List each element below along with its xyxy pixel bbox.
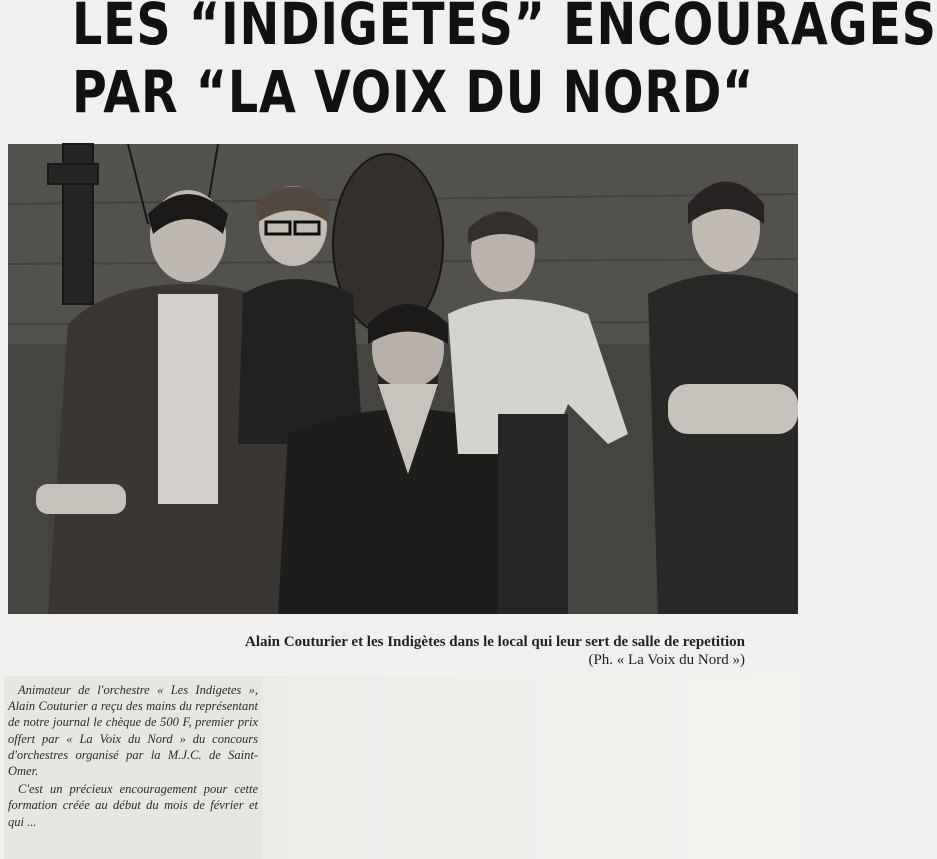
photo-caption: Alain Couturier et les Indigètes dans le local qui leur sert de salle de repetition bbox=[245, 634, 745, 650]
band-photo bbox=[8, 144, 798, 614]
article-body bbox=[4, 676, 262, 859]
article-paragraph-1: Animateur de l'orchestre « Les Indigetes », Alain Couturier a reçu des mains du représentant de notre journal le chèque de 500 F, premier prix offert par « La Voix du Nord » du concours d'orchestres organisé par la M.J.C. de Saint-Omer. bbox=[8, 683, 258, 779]
headline-line-2: PAR “LA VOIX DU NORD“ bbox=[72, 58, 755, 126]
photo-credit: (Ph. « La Voix du Nord ») bbox=[588, 652, 745, 668]
blank-paper-area bbox=[262, 676, 800, 859]
headline-line-1: LES “INDIGETES” ENCOURAGES bbox=[72, 0, 937, 58]
article-paragraph-2: C'est un précieux encouragement pour cette formation créée au début du mois de février et qui ... bbox=[8, 782, 258, 829]
